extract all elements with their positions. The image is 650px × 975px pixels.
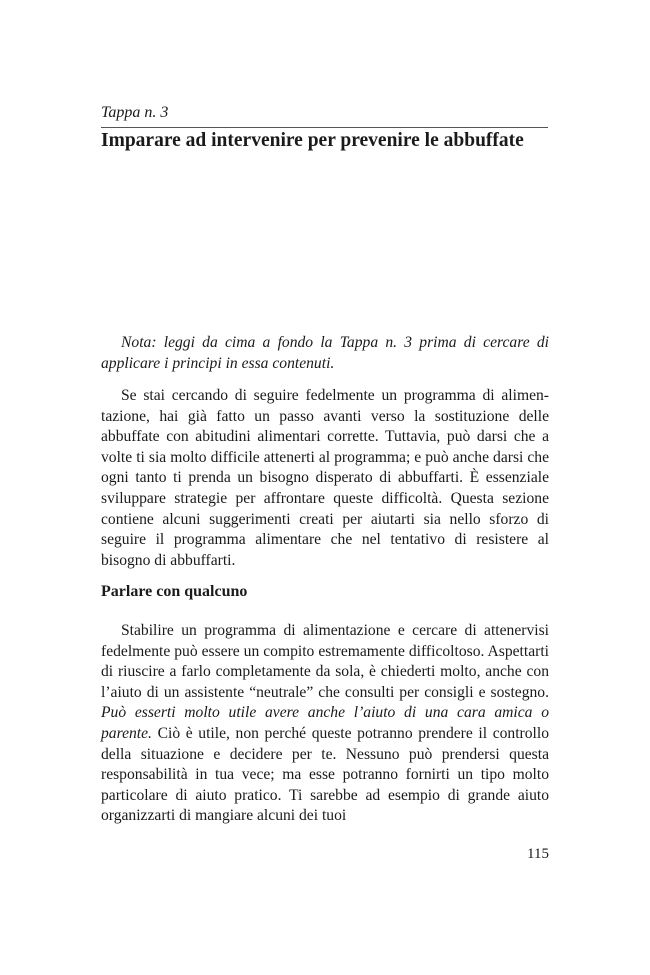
- chapter-divider: [101, 127, 548, 128]
- reading-note: Nota: leggi da cima a fondo la Tappa n. 3 prima di cercare di applicare i principi in essa contenuti.: [101, 334, 549, 372]
- section-paragraph: [101, 621, 549, 827]
- section-heading: Parlare con qualcuno: [101, 583, 248, 600]
- section-paragraph-end: Ciò è utile, non perché queste potranno prendere il controllo della situazione e decidere per te. Nessuno può prendersi questa responsabilità in tua vece; ma esse potranno fornirti un tipo molto particolare di aiuto pratico. Ti sarebbe ad esempio di grande aiuto organizzarti di mangiare alcuni dei tuoi: [101, 724, 549, 825]
- page-number: 115: [527, 846, 549, 862]
- section-paragraph-start: Stabilire un programma di alimentazione e cercare di attenervisi fedelmente può essere un compito estremamente difficoltoso. Aspettarti di riuscire a farlo completamente da sola, è chiederti molto, anche con l’aiuto di un assistente “neutrale” che consulti per consigli e sostegno.: [101, 622, 549, 701]
- section-paragraph-emphasis: Può esserti molto utile avere anche l’aiuto di una cara amica o parente.: [101, 704, 549, 742]
- chapter-label: Tappa n. 3: [101, 104, 169, 121]
- chapter-title: Imparare ad intervenire per prevenire le abbuffate: [101, 130, 524, 151]
- intro-paragraph: Se stai cercando di seguire fedelmente un programma di alimentazione, hai già fatto un passo avanti verso la sostituzione delle abbuffate con abitudini alimentari corrette. Tuttavia, può darsi che a volte ti sia molto difficile attenerti al programma; e può anche darsi che ogni tanto ti prenda un bisogno disperato di abbuffarti. È essenziale sviluppare strategie per affrontare queste difficoltà. Questa sezione contiene alcuni suggerimenti creati per aiutarti sia nello sforzo di seguire il programma alimentare che nel tentativo di resistere al bisogno di abbuffarti.: [101, 387, 549, 569]
